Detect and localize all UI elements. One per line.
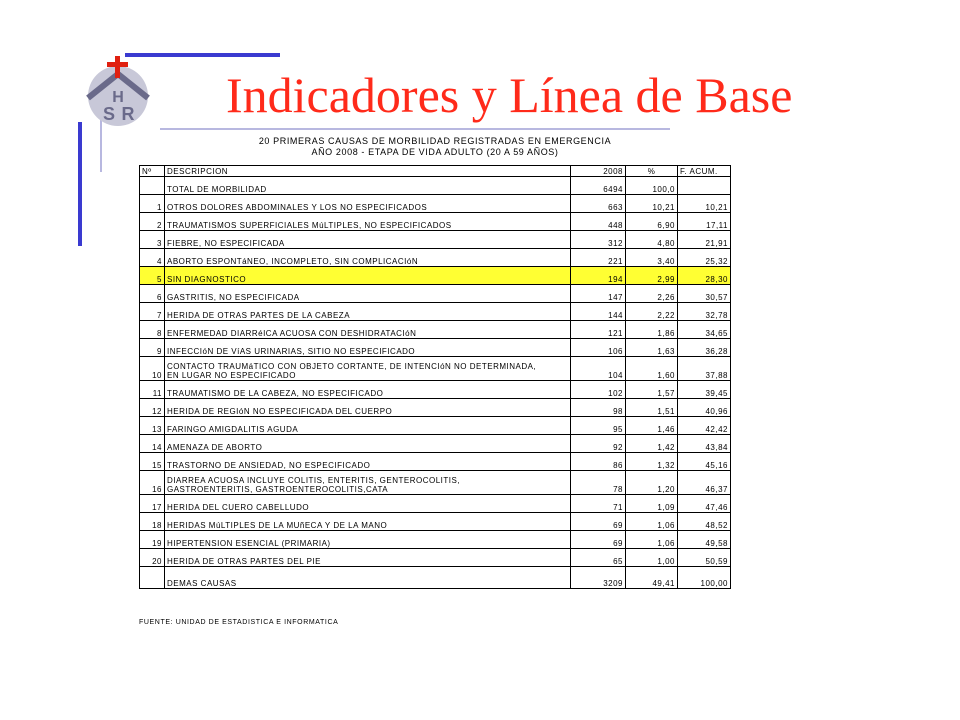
table-title-line2: AÑO 2008 - ETAPA DE VIDA ADULTO (20 A 59 AÑOS)	[311, 147, 559, 157]
row-description	[165, 495, 571, 513]
col-header-acum: F. ACUM.	[678, 166, 731, 177]
table-row	[140, 231, 731, 249]
row-number: 14	[140, 435, 165, 453]
total-acum-cell	[678, 177, 731, 195]
row-description	[165, 303, 571, 321]
row-description	[165, 195, 571, 213]
table-row	[140, 471, 731, 495]
row-number: 13	[140, 417, 165, 435]
row-cumulative: 28,30	[678, 267, 731, 285]
row-percent: 1,63	[626, 339, 678, 357]
table-title-line1: 20 PRIMERAS CAUSAS DE MORBILIDAD REGISTRADAS EN EMERGENCIA	[258, 136, 612, 146]
others-acum: 100,00	[678, 567, 731, 589]
row-value-2008: 221	[571, 249, 626, 267]
table-row	[140, 381, 731, 399]
row-value-2008: 65	[571, 549, 626, 567]
logo-letter-s: S	[102, 104, 116, 124]
table-body	[140, 177, 731, 589]
table-row	[140, 321, 731, 339]
row-number: 10	[140, 357, 165, 381]
total-num-cell	[140, 177, 165, 195]
col-header-desc: DESCRIPCION	[165, 166, 571, 177]
row-description-line1: ABORTO ESPONTáNEO, INCOMPLETO, SIN COMPLICACIóN	[167, 257, 419, 266]
table-row	[140, 417, 731, 435]
row-description	[165, 357, 571, 381]
row-value-2008: 69	[571, 513, 626, 531]
row-description-line1: SIN DIAGNOSTICO	[167, 275, 247, 284]
row-description-line1: HIPERTENSION ESENCIAL (PRIMARIA)	[167, 539, 331, 548]
row-percent: 1,51	[626, 399, 678, 417]
row-description-line1: HERIDA DE REGIóN NO ESPECIFICADA DEL CUERPO	[167, 407, 393, 416]
row-description	[165, 285, 571, 303]
row-percent: 3,40	[626, 249, 678, 267]
row-value-2008: 92	[571, 435, 626, 453]
row-value-2008: 194	[571, 267, 626, 285]
row-percent: 1,32	[626, 453, 678, 471]
row-cumulative: 10,21	[678, 195, 731, 213]
row-value-2008: 147	[571, 285, 626, 303]
total-row	[140, 177, 731, 195]
table-row	[140, 399, 731, 417]
row-percent: 2,22	[626, 303, 678, 321]
row-value-2008: 69	[571, 531, 626, 549]
table-header-row	[140, 166, 731, 177]
row-description-line1: HERIDA DE OTRAS PARTES DEL PIE	[167, 557, 321, 566]
row-value-2008: 663	[571, 195, 626, 213]
row-cumulative: 36,28	[678, 339, 731, 357]
row-percent: 1,06	[626, 513, 678, 531]
total-desc: TOTAL DE MORBILIDAD	[165, 177, 571, 195]
table-row	[140, 435, 731, 453]
row-number: 17	[140, 495, 165, 513]
row-value-2008: 71	[571, 495, 626, 513]
row-number: 9	[140, 339, 165, 357]
row-cumulative: 25,32	[678, 249, 731, 267]
row-value-2008: 95	[571, 417, 626, 435]
row-description-line1: HERIDA DEL CUERO CABELLUDO	[167, 503, 310, 512]
row-cumulative: 21,91	[678, 231, 731, 249]
row-percent: 1,00	[626, 549, 678, 567]
morbidity-table	[139, 165, 731, 589]
row-description	[165, 513, 571, 531]
row-description	[165, 471, 571, 495]
row-cumulative: 37,88	[678, 357, 731, 381]
row-cumulative: 40,96	[678, 399, 731, 417]
row-cumulative: 48,52	[678, 513, 731, 531]
others-num-cell	[140, 567, 165, 589]
row-number: 1	[140, 195, 165, 213]
row-value-2008: 104	[571, 357, 626, 381]
row-description	[165, 417, 571, 435]
row-cumulative: 49,58	[678, 531, 731, 549]
row-percent: 10,21	[626, 195, 678, 213]
col-header-num: Nº	[140, 166, 165, 177]
row-cumulative: 42,42	[678, 417, 731, 435]
row-cumulative: 43,84	[678, 435, 731, 453]
row-description-line1: HERIDAS MúLTIPLES DE LA MUñECA Y DE LA MANO	[167, 521, 388, 530]
row-description-line2: GASTROENTERITIS, GASTROENTEROCOLITIS,CATA	[167, 485, 389, 494]
row-number: 11	[140, 381, 165, 399]
row-number: 19	[140, 531, 165, 549]
row-percent: 1,60	[626, 357, 678, 381]
row-description	[165, 213, 571, 231]
others-row	[140, 567, 731, 589]
row-description	[165, 249, 571, 267]
row-number: 15	[140, 453, 165, 471]
table-row	[140, 213, 731, 231]
row-percent: 1,57	[626, 381, 678, 399]
table-row	[140, 453, 731, 471]
row-percent: 1,46	[626, 417, 678, 435]
row-value-2008: 144	[571, 303, 626, 321]
row-number: 20	[140, 549, 165, 567]
row-number: 12	[140, 399, 165, 417]
total-pct: 100,0	[626, 177, 678, 195]
row-description-line1: DIARREA ACUOSA INCLUYE COLITIS, ENTERITIS, GENTEROCOLITIS,	[167, 476, 461, 485]
row-percent: 1,86	[626, 321, 678, 339]
row-percent: 1,42	[626, 435, 678, 453]
table-row	[140, 549, 731, 567]
row-number: 5	[140, 267, 165, 285]
row-percent: 1,20	[626, 471, 678, 495]
others-desc: DEMAS CAUSAS	[165, 567, 571, 589]
row-number: 8	[140, 321, 165, 339]
total-value: 6494	[571, 177, 626, 195]
row-number: 2	[140, 213, 165, 231]
row-cumulative: 30,57	[678, 285, 731, 303]
row-description-line2: EN LUGAR NO ESPECIFICADO	[167, 371, 296, 380]
table-row	[140, 195, 731, 213]
row-value-2008: 106	[571, 339, 626, 357]
source-footer: FUENTE: UNIDAD DE ESTADISTICA E INFORMATICA	[139, 619, 339, 626]
row-percent: 4,80	[626, 231, 678, 249]
deco-line-left-vertical	[78, 122, 82, 246]
row-number: 18	[140, 513, 165, 531]
slide-title: Indicadores y Línea de Base	[226, 67, 793, 123]
row-percent: 2,26	[626, 285, 678, 303]
table-row	[140, 531, 731, 549]
table-row	[140, 285, 731, 303]
row-description	[165, 549, 571, 567]
row-cumulative: 32,78	[678, 303, 731, 321]
row-value-2008: 448	[571, 213, 626, 231]
row-description-line1: TRASTORNO DE ANSIEDAD, NO ESPECIFICADO	[167, 461, 371, 470]
row-number: 6	[140, 285, 165, 303]
row-percent: 1,09	[626, 495, 678, 513]
row-value-2008: 78	[571, 471, 626, 495]
row-value-2008: 121	[571, 321, 626, 339]
col-header-year: 2008	[571, 166, 626, 177]
row-cumulative: 45,16	[678, 453, 731, 471]
row-value-2008: 86	[571, 453, 626, 471]
row-description-line1: ENFERMEDAD DIARRéICA ACUOSA CON DESHIDRATACIóN	[167, 329, 417, 338]
table-row	[140, 303, 731, 321]
table-row	[140, 357, 731, 381]
row-description-line1: FIEBRE, NO ESPECIFICADA	[167, 239, 285, 248]
row-description	[165, 339, 571, 357]
row-description-line1: AMENAZA DE ABORTO	[167, 443, 263, 452]
table-row	[140, 267, 731, 285]
deco-line-horizontal-mid	[160, 128, 670, 130]
row-cumulative: 46,37	[678, 471, 731, 495]
row-number: 7	[140, 303, 165, 321]
row-description-line1: TRAUMATISMOS SUPERFICIALES MúLTIPLES, NO ESPECIFICADOS	[167, 221, 452, 230]
row-description	[165, 231, 571, 249]
others-value: 3209	[571, 567, 626, 589]
row-number: 3	[140, 231, 165, 249]
table-row	[140, 495, 731, 513]
row-cumulative: 39,45	[678, 381, 731, 399]
row-description-line1: FARINGO AMIGDALITIS AGUDA	[167, 425, 299, 434]
row-cumulative: 47,46	[678, 495, 731, 513]
row-percent: 2,99	[626, 267, 678, 285]
row-percent: 6,90	[626, 213, 678, 231]
row-cumulative: 17,11	[678, 213, 731, 231]
row-description	[165, 453, 571, 471]
row-value-2008: 312	[571, 231, 626, 249]
row-number: 4	[140, 249, 165, 267]
table-row	[140, 339, 731, 357]
logo-letter-h: H	[112, 89, 124, 106]
hsr-logo	[78, 56, 158, 128]
row-description	[165, 531, 571, 549]
row-description	[165, 381, 571, 399]
row-value-2008: 102	[571, 381, 626, 399]
row-description-line1: HERIDA DE OTRAS PARTES DE LA CABEZA	[167, 311, 351, 320]
row-description	[165, 399, 571, 417]
row-value-2008: 98	[571, 399, 626, 417]
table-row	[140, 249, 731, 267]
row-description-line1: OTROS DOLORES ABDOMINALES Y LOS NO ESPECIFICADOS	[167, 203, 428, 212]
logo-letter-r: R	[121, 104, 135, 124]
row-description-line1: INFECCIóN DE VíAS URINARIAS, SITIO NO ESPECIFICADO	[167, 347, 416, 356]
row-cumulative: 34,65	[678, 321, 731, 339]
row-description	[165, 321, 571, 339]
row-description-line1: CONTACTO TRAUMáTICO CON OBJETO CORTANTE, DE INTENCIóN NO DETERMINADA,	[167, 362, 537, 371]
table-title	[220, 136, 650, 158]
row-percent: 1,06	[626, 531, 678, 549]
row-description-line1: TRAUMATISMO DE LA CABEZA, NO ESPECIFICADO	[167, 389, 384, 398]
logo-cross-horizontal	[107, 62, 128, 67]
col-header-pct: %	[626, 166, 678, 177]
row-description-line1: GASTRITIS, NO ESPECIFICADA	[167, 293, 300, 302]
row-cumulative: 50,59	[678, 549, 731, 567]
row-description	[165, 435, 571, 453]
row-description	[165, 267, 571, 285]
others-pct: 49,41	[626, 567, 678, 589]
table-row	[140, 513, 731, 531]
row-number: 16	[140, 471, 165, 495]
